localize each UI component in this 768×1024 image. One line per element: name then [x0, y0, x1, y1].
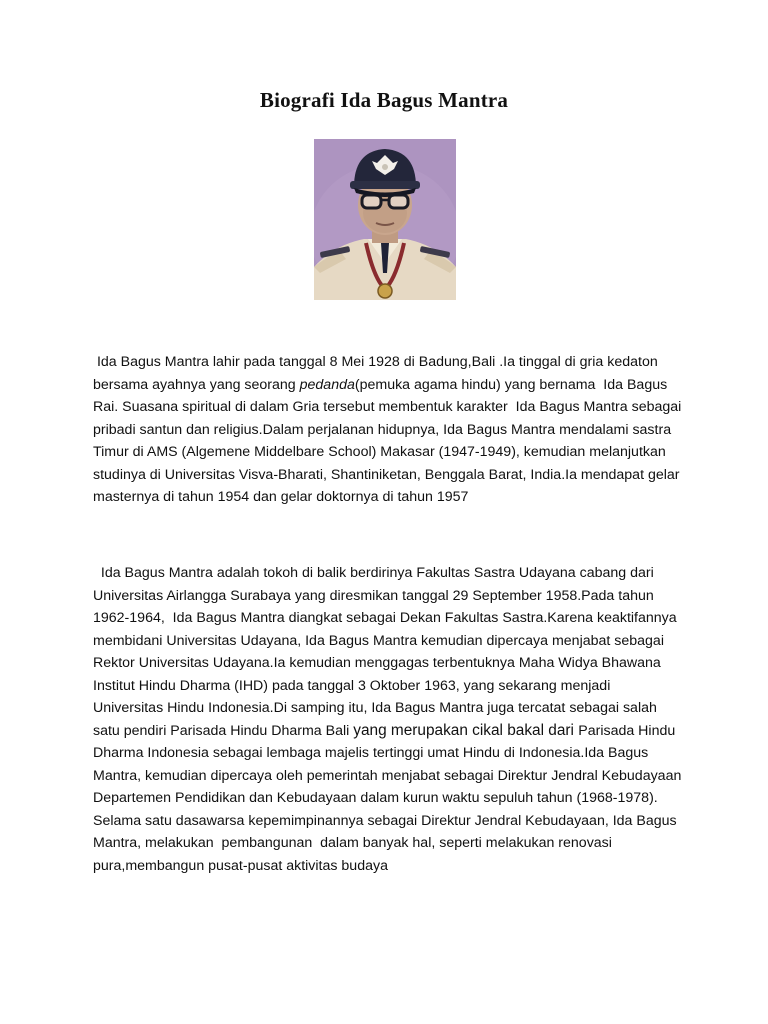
paragraph-2-larger-phrase: yang merupakan cikal bakal dari — [353, 721, 579, 739]
paragraph-birth-education — [93, 351, 686, 509]
paragraph-2-part-2: Parisada Hindu Dharma Indonesia sebagai lembaga majelis tertinggi umat Hindu di Indonesia.Ida Bagus Mantra, kemudian dipercaya oleh pemerintah menjabat sebagai Direktur Jendral Kebudayaan Departemen Pendidikan dan Kebudayaan dalam kurun waktu sepuluh tahun (1968-1978). Selama satu dasawarsa kepemimpinannya sebagai Direktur Jendral Kebudayaan, Ida Bagus Mantra, melakukan pembangunan dalam banyak hal, seperti melakukan renovasi pura,membangun pusat-pusat aktivitas budaya — [93, 722, 686, 874]
portrait-photo — [314, 139, 456, 300]
paragraph-career — [93, 562, 686, 877]
document-title: Biografi Ida Bagus Mantra — [259, 88, 509, 112]
paragraph-1-part-2: (pemuka agama hindu) yang bernama Ida Bagus Rai. Suasana spiritual di dalam Gria tersebut membentuk karakter Ida Bagus Mantra sebagai pribadi santun dan religius.Dalam perjalanan hidupnya, Ida Bagus Mantra mendalami sastra Timur di AMS (Algemene Middelbare School) Makasar (1947-1949), kemudian melanjutkan studinya di Universitas Visva-Bharati, Shantiniketan, Benggala Barat, India.Ia mendapat gelar masternya di tahun 1954 dan gelar doktornya di tahun 1957 — [93, 376, 686, 505]
paragraph-2-part-1: Ida Bagus Mantra adalah tokoh di balik berdirinya Fakultas Sastra Udayana cabang dari Universitas Airlangga Surabaya yang diresmikan tanggal 29 September 1958.Pada tahun 1962-1964, Ida Bagus Mantra diangkat sebagai Dekan Fakultas Sastra.Karena keaktifannya membidani Universitas Udayana, Ida Bagus Mantra kemudian dipercaya menjabat sebagai Rektor Universitas Udayana.Ia kemudian menggagas terbentuknya Maha Widya Bhawana Institut Hindu Dharma (IHD) pada tanggal 3 Oktober 1963, yang sekarang menjadi Universitas Hindu Indonesia.Di samping itu, Ida Bagus Mantra juga tercatat sebagai salah satu pendiri Parisada Hindu Dharma Bali — [93, 565, 681, 739]
paragraph-1-part-1: Ida Bagus Mantra lahir pada tanggal 8 Mei 1928 di Badung,Bali .Ia tinggal di gria kedaton bersama ayahnya yang seorang — [93, 354, 662, 393]
portrait-illustration — [314, 139, 456, 300]
paragraph-1-italic-term: pedanda — [299, 376, 355, 393]
